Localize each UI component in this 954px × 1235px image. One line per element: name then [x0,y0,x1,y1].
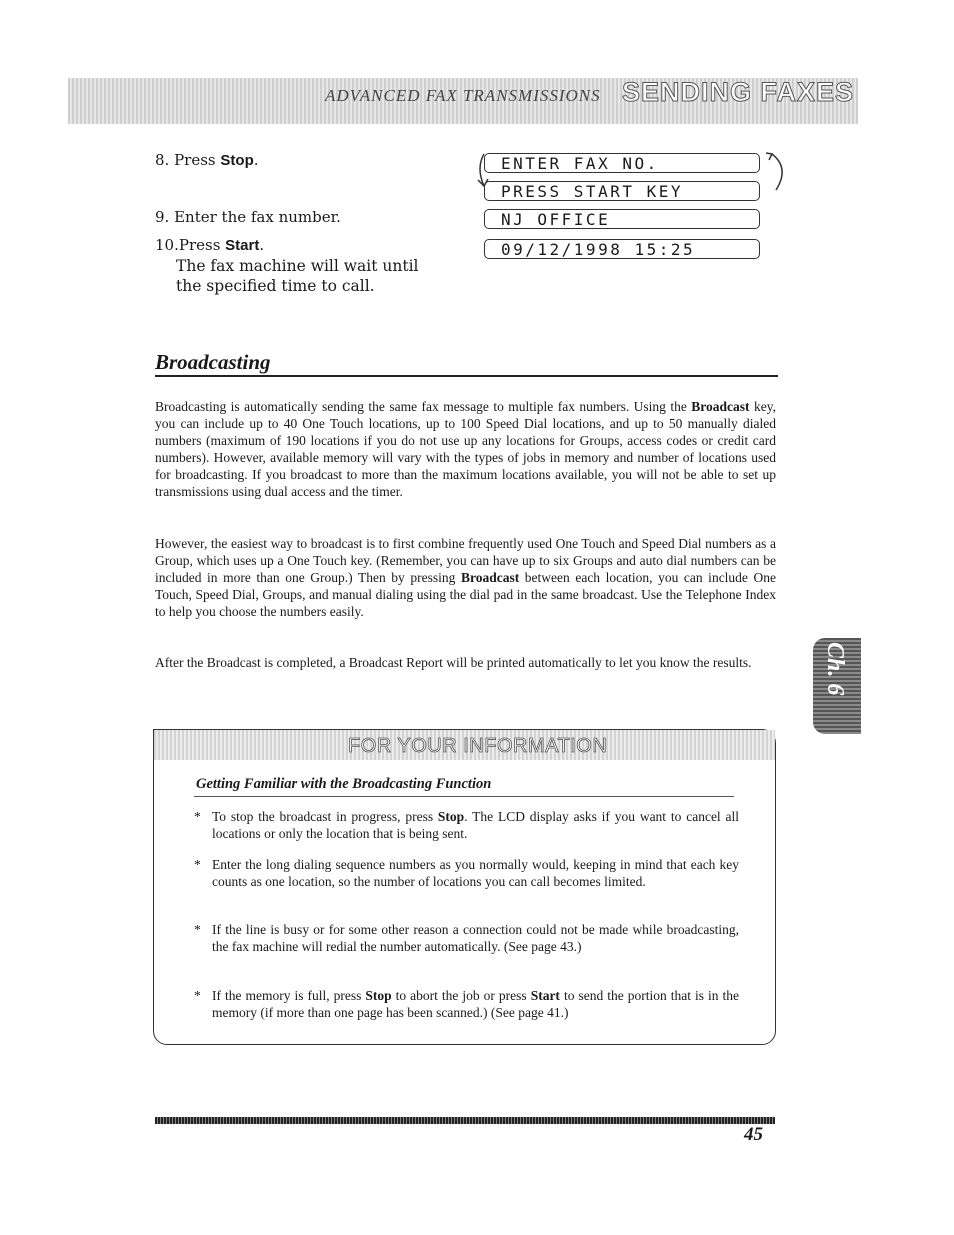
bullet-text: Enter the long dialing sequence numbers as you normally would, keeping in mind that each key counts as one location, so the number of locations you can call becomes limited. [212,857,739,889]
bullet-star: * [194,857,201,872]
bullet-key: Start [530,988,560,1003]
step-number: 8. [155,151,175,169]
bullet-part: If the memory is full, press [212,988,366,1003]
info-subtitle: Getting Familiar with the Broadcasting Function [196,776,492,792]
lcd-line-4: 09/12/1998 15:25 [484,239,760,259]
step-key: Stop [220,152,254,169]
section-title: Broadcasting [155,350,271,374]
step-text: Enter the fax number. [174,208,341,226]
footer-bar [155,1117,775,1124]
bullet-key: Stop [365,988,392,1003]
step-end: . [259,236,265,254]
paragraph-1 [155,398,776,500]
bullet-star: * [194,809,201,824]
step-number: 10. [155,236,179,254]
bullet-part: to send the portion that is in the memory (if more than one page has been scanned.) (See page 41.) [212,988,739,1020]
paragraph-2 [155,535,776,620]
para-key: Broadcast [691,399,750,414]
alternating-arrows-icon [470,148,800,198]
bullet-star: * [194,988,201,1003]
step-key: Start [225,237,260,254]
header-chapter-title: SENDING FAXES [622,77,855,107]
para-text: After the Broadcast is completed, a Broadcast Report will be printed automatically to let you know the results. [155,655,752,670]
bullet-key: Stop [437,809,465,824]
page-number: 45 [744,1124,763,1145]
step-10-note: The fax machine will wait until the specified time to call. [176,257,419,295]
title-rule [155,375,778,377]
step-end: . [253,151,259,169]
para-text: between each location, you can include One Touch, Speed Dial, Groups, and manual dialing using the dial pad in the same broadcast. Use the Telephone Index to help you choose the numbers easily. [155,570,776,619]
info-box [153,729,776,1045]
chapter-tab [813,638,861,734]
bullet-part: . The LCD display asks if you want to cancel all locations or only the location that is being sent. [212,809,739,841]
step-9 [155,207,341,227]
para-text: Broadcasting is automatically sending the same fax message to multiple fax numbers. Using the [155,399,692,414]
para-key: Broadcast [460,570,520,585]
chapter-tab-label: Ch. 6 [822,642,848,696]
para-text: key, you can include up to 40 One Touch locations, up to 100 Speed Dial locations, and up to 50 manually dialed numbers (maximum of 190 locations if you do not use up any locations for Groups, access codes or credit card numbers). However, available memory will vary with the types of jobs in memory and number of locations used for broadcasting. If you broadcast to more than the maximum locations available, you will not be able to set up transmissions using dual access and the timer. [155,399,776,499]
info-bullet [194,856,739,890]
header-section-title: ADVANCED FAX TRANSMISSIONS [325,86,601,105]
bullet-part: To stop the broadcast in progress, press [212,809,438,824]
step-number: 9. [155,208,175,226]
step-text: Press [174,151,221,169]
bullet-text: If the line is busy or for some other reason a connection could not be made while broadcasting, the fax machine will redial the number automatically. (See page 43.) [212,922,739,954]
step-10 [155,235,264,256]
bullet-text [212,808,739,842]
lcd-line-3: NJ OFFICE [484,209,760,229]
info-title: FOR YOUR INFORMATION [348,735,608,757]
paragraph-3 [155,654,776,671]
info-bullet [194,808,739,842]
step-8 [155,150,259,171]
step-text: Press [178,236,226,254]
para-text: However, the easiest way to broadcast is to first combine frequently used One Touch and Speed Dial numbers as a Group, which uses up a One Touch key. (Remember, you can have up to six Groups and auto dial numbers can be included in more than one Group.) Then by pressing [155,536,776,585]
info-bullet [194,987,739,1021]
bullet-part: to abort the job or press [391,988,531,1003]
bullet-star: * [194,922,201,937]
bullet-text [212,987,739,1021]
lcd-line-1: ENTER FAX NO. [484,153,760,173]
lcd-line-2: PRESS START KEY [484,181,760,201]
info-bullet [194,921,739,955]
info-rule [194,796,734,797]
